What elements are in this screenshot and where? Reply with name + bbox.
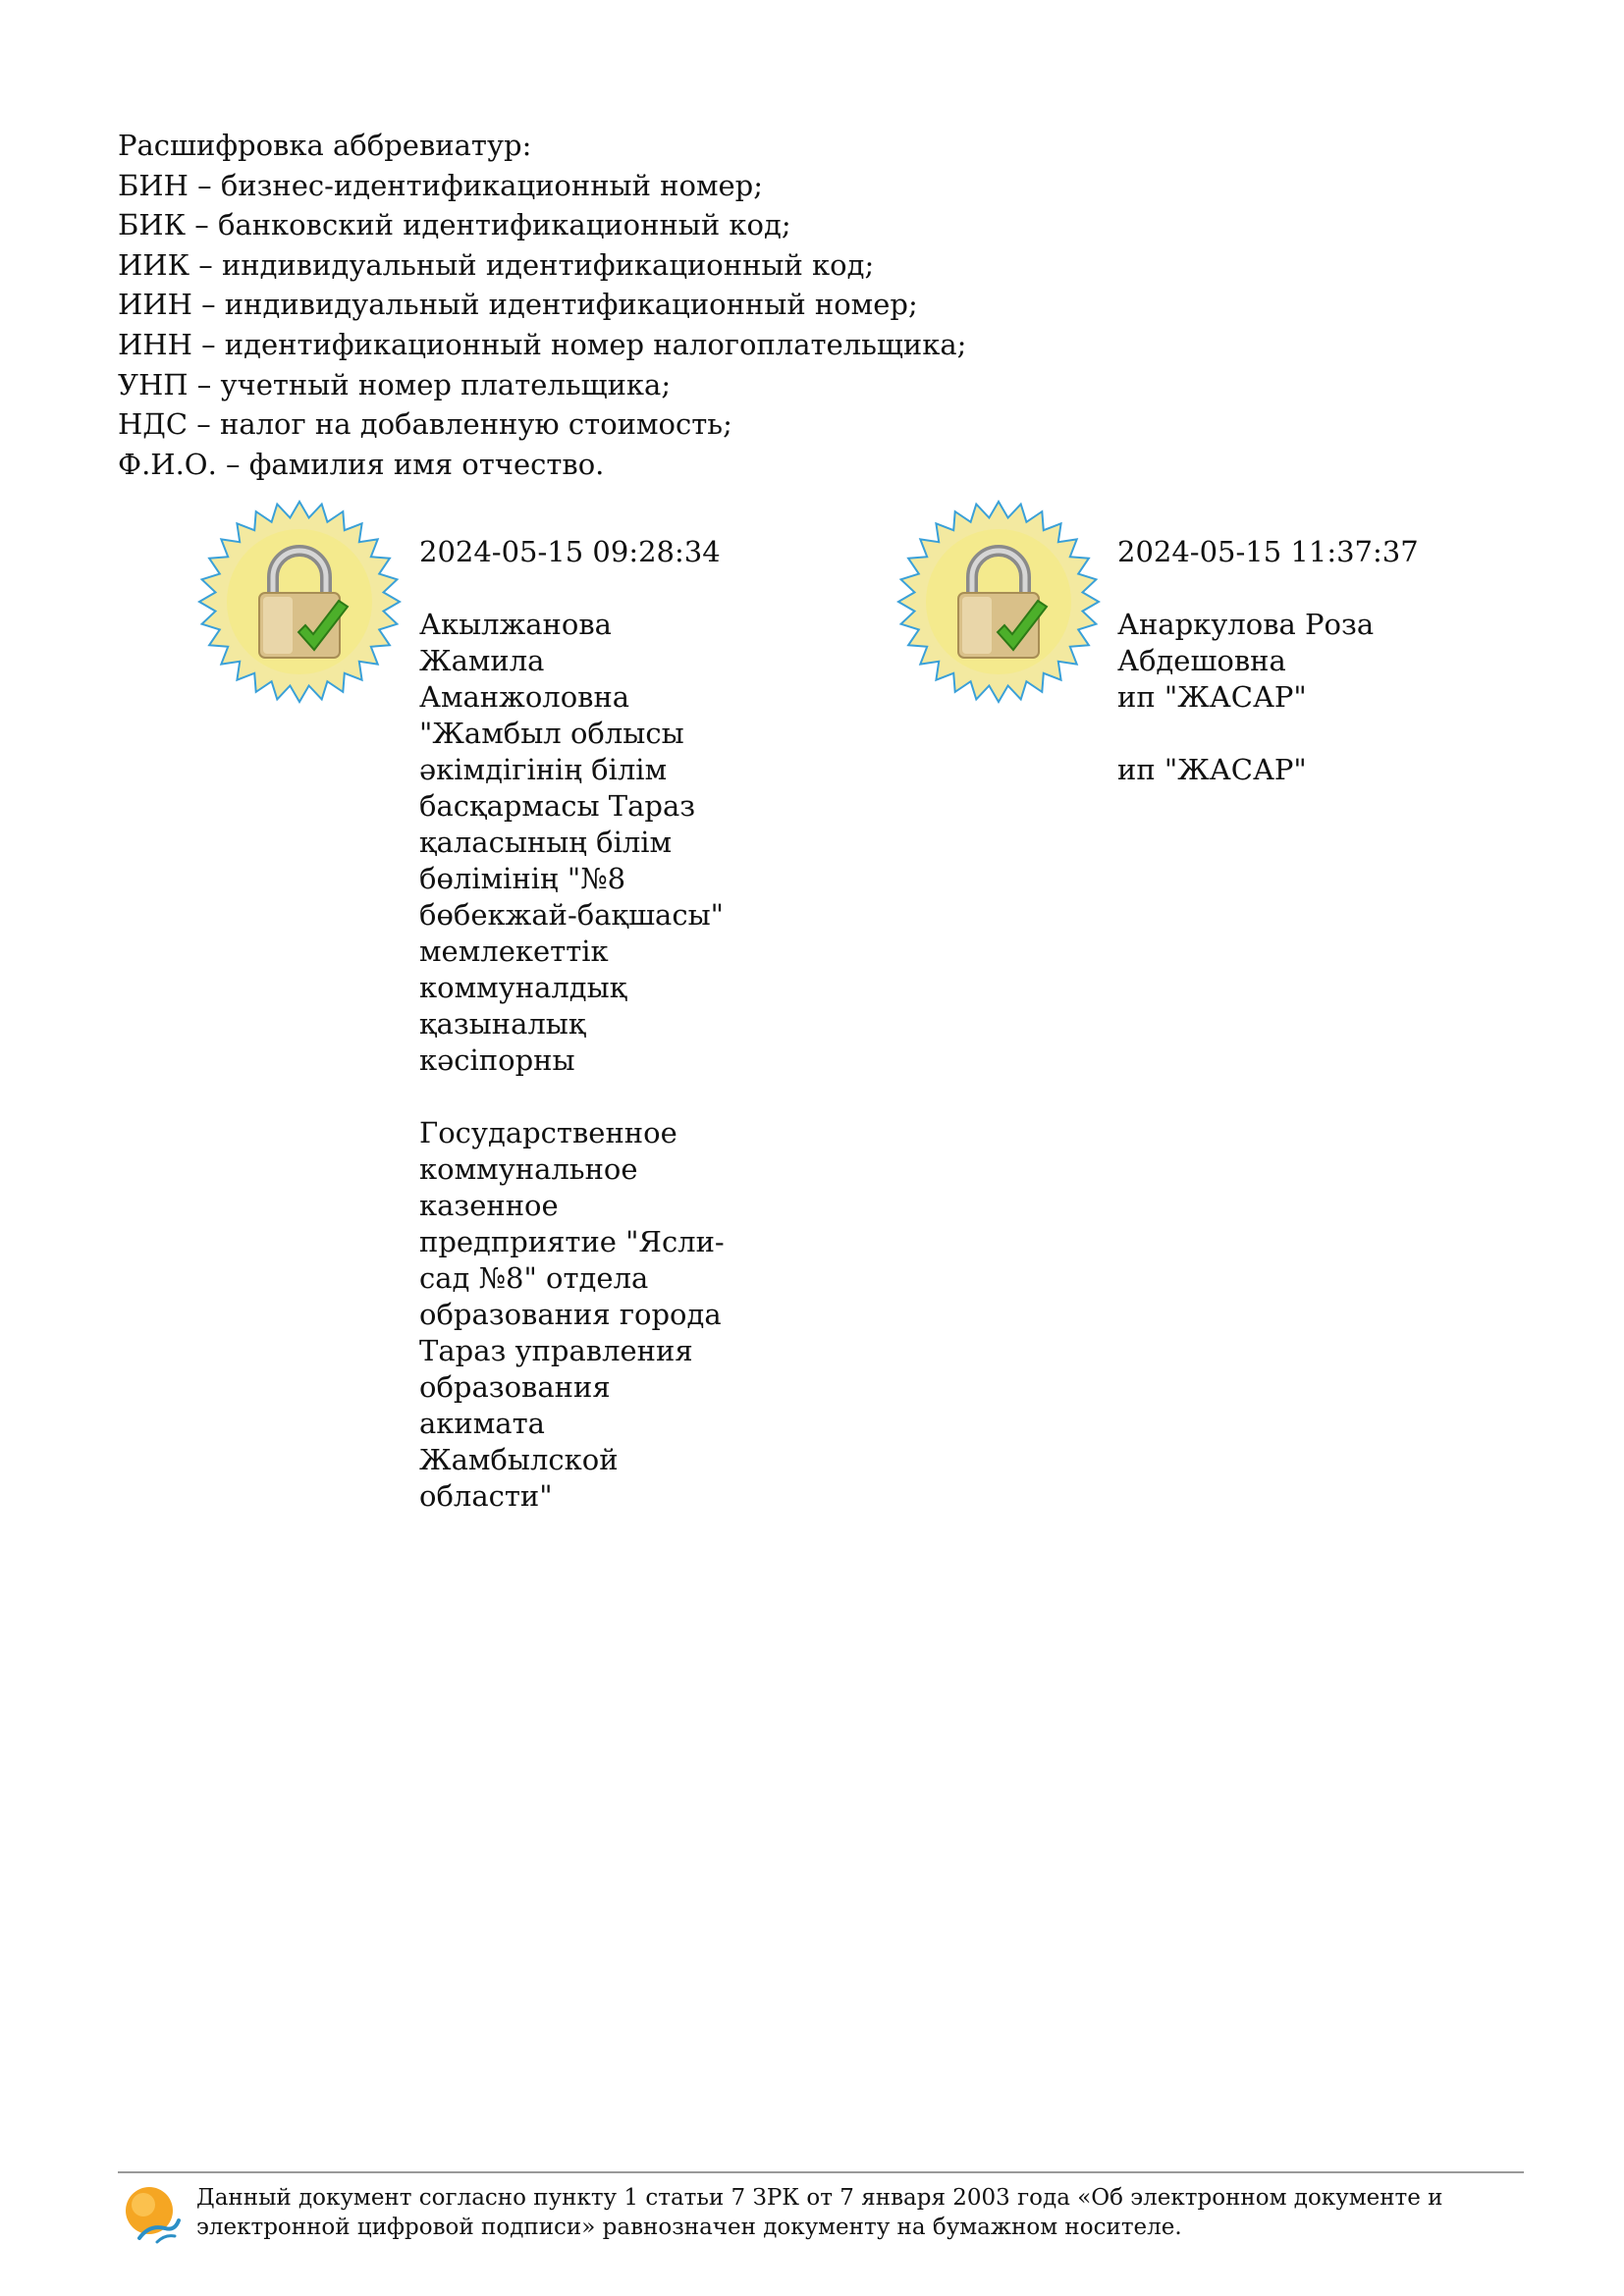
signature-timestamp: 2024-05-15 09:28:34: [419, 535, 721, 568]
padlock-check-seal-icon: [895, 499, 1102, 705]
padlock-check-seal-icon: [196, 499, 403, 705]
signature-timestamp: 2024-05-15 11:37:37: [1117, 535, 1419, 568]
abbreviations-block: [118, 126, 966, 484]
signature-details: Акылжанова Жамила Аманжоловна "Жамбыл облысы әкімдігінің білім басқармасы Тараз қаласының білім бөлімінің "№8 бөбекжай-бақшасы" мемлекеттік коммуналдық қазыналық кәсіпорны Государственное коммунальное казенное предприятие "Ясли- сад №8" отдела образования города Тараз управления образования акимата Жамбылской области": [419, 608, 725, 1513]
signature-1-block: [419, 498, 743, 1551]
abbreviation-item: БИК – банковский идентификационный код;: [118, 208, 791, 242]
abbreviation-item: БИН – бизнес-идентификационный номер;: [118, 168, 764, 202]
abbreviation-item: ИИК – индивидуальный идентификационный код;: [118, 247, 875, 282]
abbreviation-item: УНП – учетный номер плательщика;: [118, 367, 672, 401]
signature-2-block: [1117, 498, 1510, 825]
footer-legal-note: Данный документ согласно пункту 1 статьи 7 ЗРК от 7 января 2003 года «Об электронном документе и электронной цифровой подписи» равнозначен документу на бумажном носителе.: [196, 2185, 1443, 2240]
abbreviation-item: Ф.И.О. – фамилия имя отчество.: [118, 447, 605, 481]
footer-divider: [118, 2171, 1524, 2173]
abbreviation-item: ИИН – индивидуальный идентификационный номер;: [118, 288, 918, 322]
abbreviation-item: ИНН – идентификационный номер налогоплательщика;: [118, 327, 967, 361]
egov-sun-logo-icon: [120, 2181, 187, 2248]
signature-details: Анаркулова Роза Абдешовна ип "ЖАСАР" ип "ЖАСАР": [1117, 608, 1375, 786]
abbreviation-item: НДС – налог на добавленную стоимость;: [118, 407, 732, 442]
abbreviations-heading: Расшифровка аббревиатур:: [118, 129, 532, 162]
